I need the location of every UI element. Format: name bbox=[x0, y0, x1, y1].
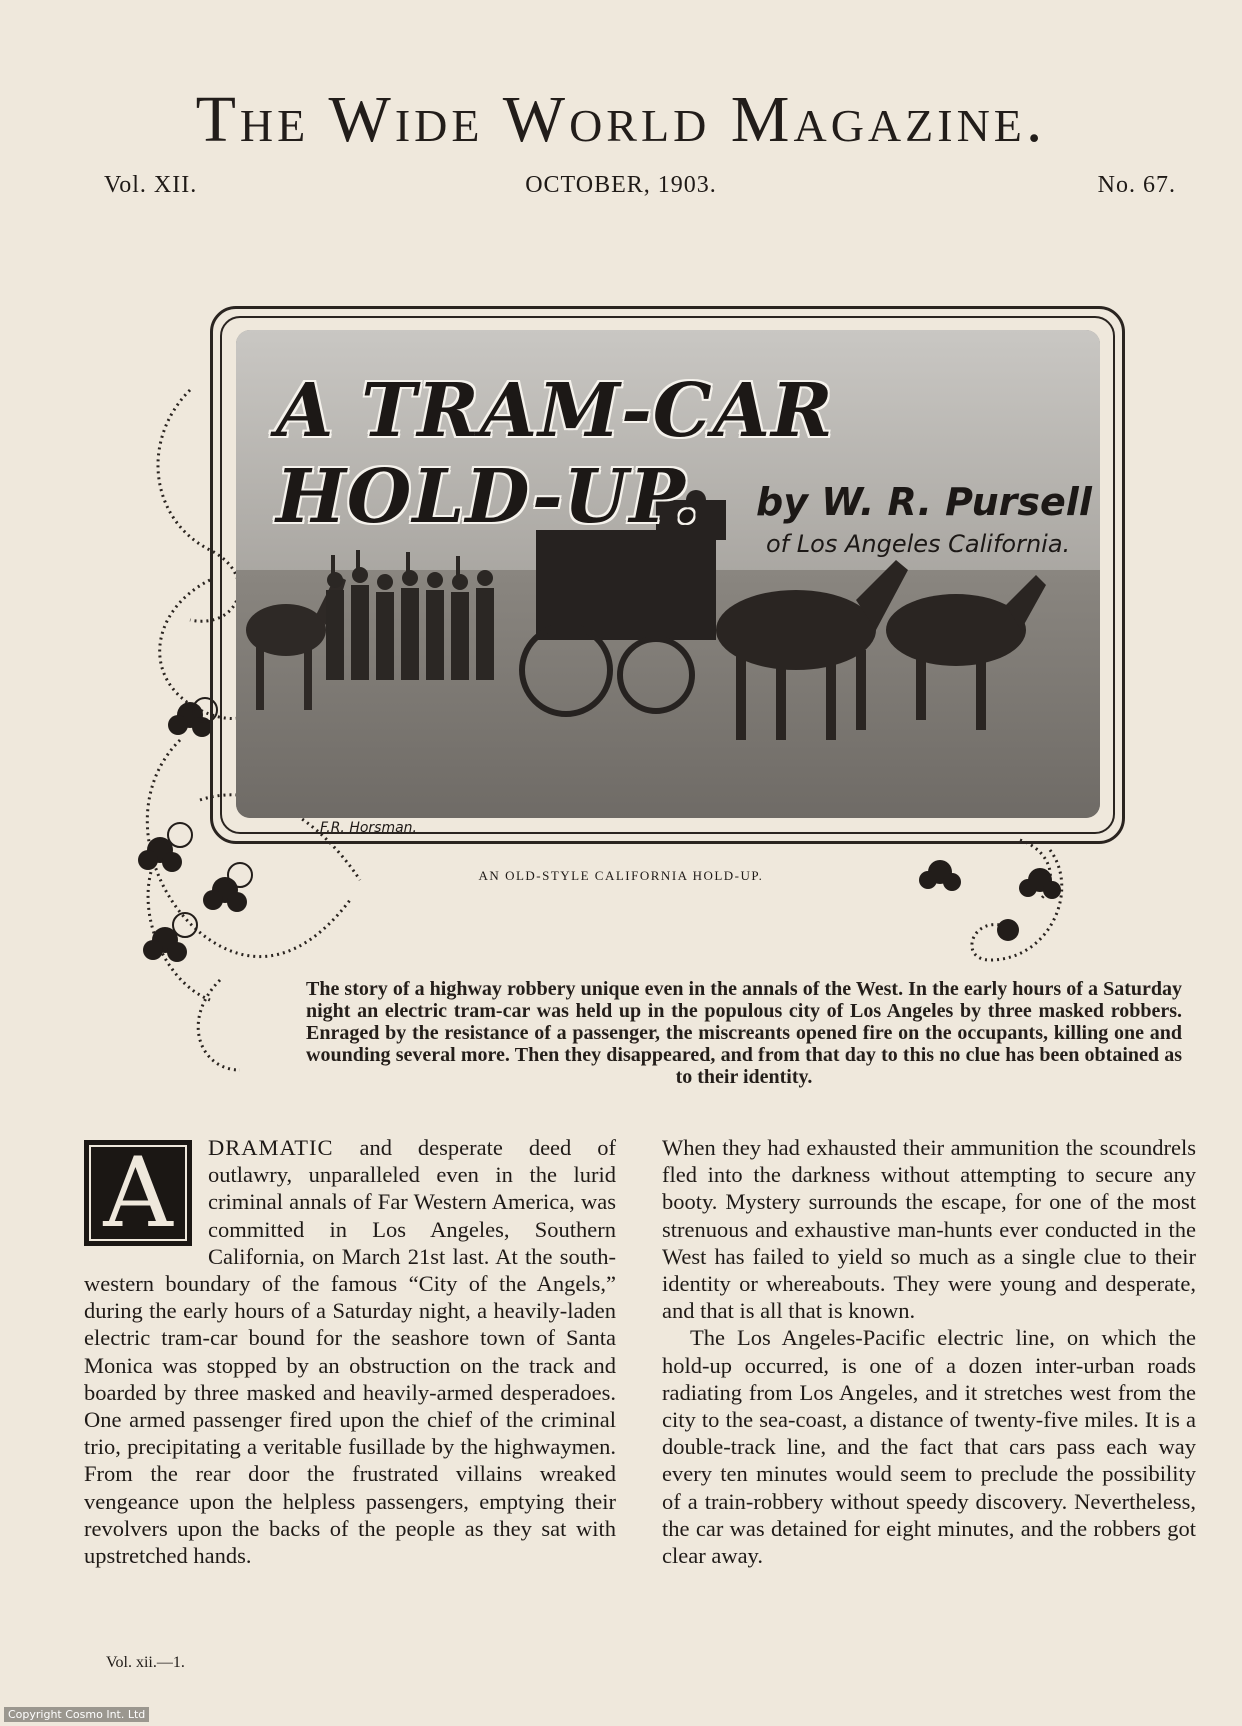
drop-cap: A bbox=[84, 1140, 192, 1246]
body-paragraph-2: When they had exhausted their ammunition the scoundrels fled into the darkness without attempting to secure any booty. Mystery surrounds the escape, for one of the most strenuous and exhaustive man-hunts ever conducted in the West has failed to yield so much as a single clue to their identity or whereabouts. They were young and desperate, and that is all that is known. bbox=[662, 1135, 1196, 1324]
body-paragraph-1 bbox=[84, 1134, 616, 1569]
issue-date: OCTOBER, 1903. bbox=[525, 172, 717, 198]
holdup-photograph bbox=[236, 330, 1100, 818]
author-location: of Los Angeles California. bbox=[766, 530, 1071, 558]
illustration-frame bbox=[210, 306, 1125, 844]
lead-word: DRAMATIC bbox=[208, 1135, 334, 1160]
issue-number: No. 67. bbox=[1097, 172, 1176, 198]
floral-ornament-right bbox=[900, 830, 1080, 980]
copyright-notice: Copyright Cosmo Int. Ltd bbox=[4, 1707, 149, 1722]
masthead-title: The Wide World Magazine. bbox=[195, 83, 1047, 156]
body-column-left bbox=[84, 1134, 616, 1569]
article-headline: A TRAM-CAR HOLD-UP. bbox=[276, 368, 834, 540]
body-paragraph-3: The Los Angeles-Pacific electric line, on which the hold-up occurred, is one of a dozen inter-urban roads radiating from Los Angeles, and it stretches west from the city to the sea-coast, a distance of twenty-five miles. It is a double-track line, and the fact that cars pass each way every ten minutes would seem to preclude the possibility of a train-robbery without speedy discovery. Nevertheless, the car was detained for eight minutes, and the robbers got clear away. bbox=[662, 1325, 1196, 1569]
article-standfirst: The story of a highway robbery unique even in the annals of the West. In the early hours of a Saturday night an electric tram-car was held up in the populous city of Los Angeles by three masked robbers. Enraged by the resistance of a passenger, the miscreants opened fire on the occupants, killing one and wounding several more. Then they disappeared, and from that day to this no clue has been obtained as to their identity. bbox=[306, 978, 1182, 1088]
author-byline: by W. R. Pursell bbox=[756, 480, 1092, 524]
body-column-right bbox=[662, 1134, 1196, 1569]
page-folio: Vol. xii.—1. bbox=[106, 1654, 185, 1671]
issue-volume: Vol. XII. bbox=[104, 172, 198, 198]
photo-caption: AN OLD-STYLE CALIFORNIA HOLD-UP. bbox=[478, 868, 764, 883]
body-paragraph-1-text: and desperate deed of outlawry, unparalleled even in the lurid criminal annals of Far Western America, was committed in Los Angeles, Southern California, on March 21st last. At the south-western boundary of the famous “City of the Angels,” during the early hours of a Saturday night, a heavily-laden electric tram-car bound for the seashore town of Santa Monica was stopped by an obstruction on the track and boarded by three masked and heavily-armed desperadoes. One armed passenger fired upon the chief of the criminal trio, precipitating a veritable fusillade by the highwaymen. From the rear door the frustrated villains wreaked vengeance upon the helpless passengers, emptying their revolvers upon the backs of the people as they sat with upstretched hands. bbox=[84, 1135, 616, 1569]
artist-signature: F.R. Horsman. bbox=[320, 820, 418, 836]
